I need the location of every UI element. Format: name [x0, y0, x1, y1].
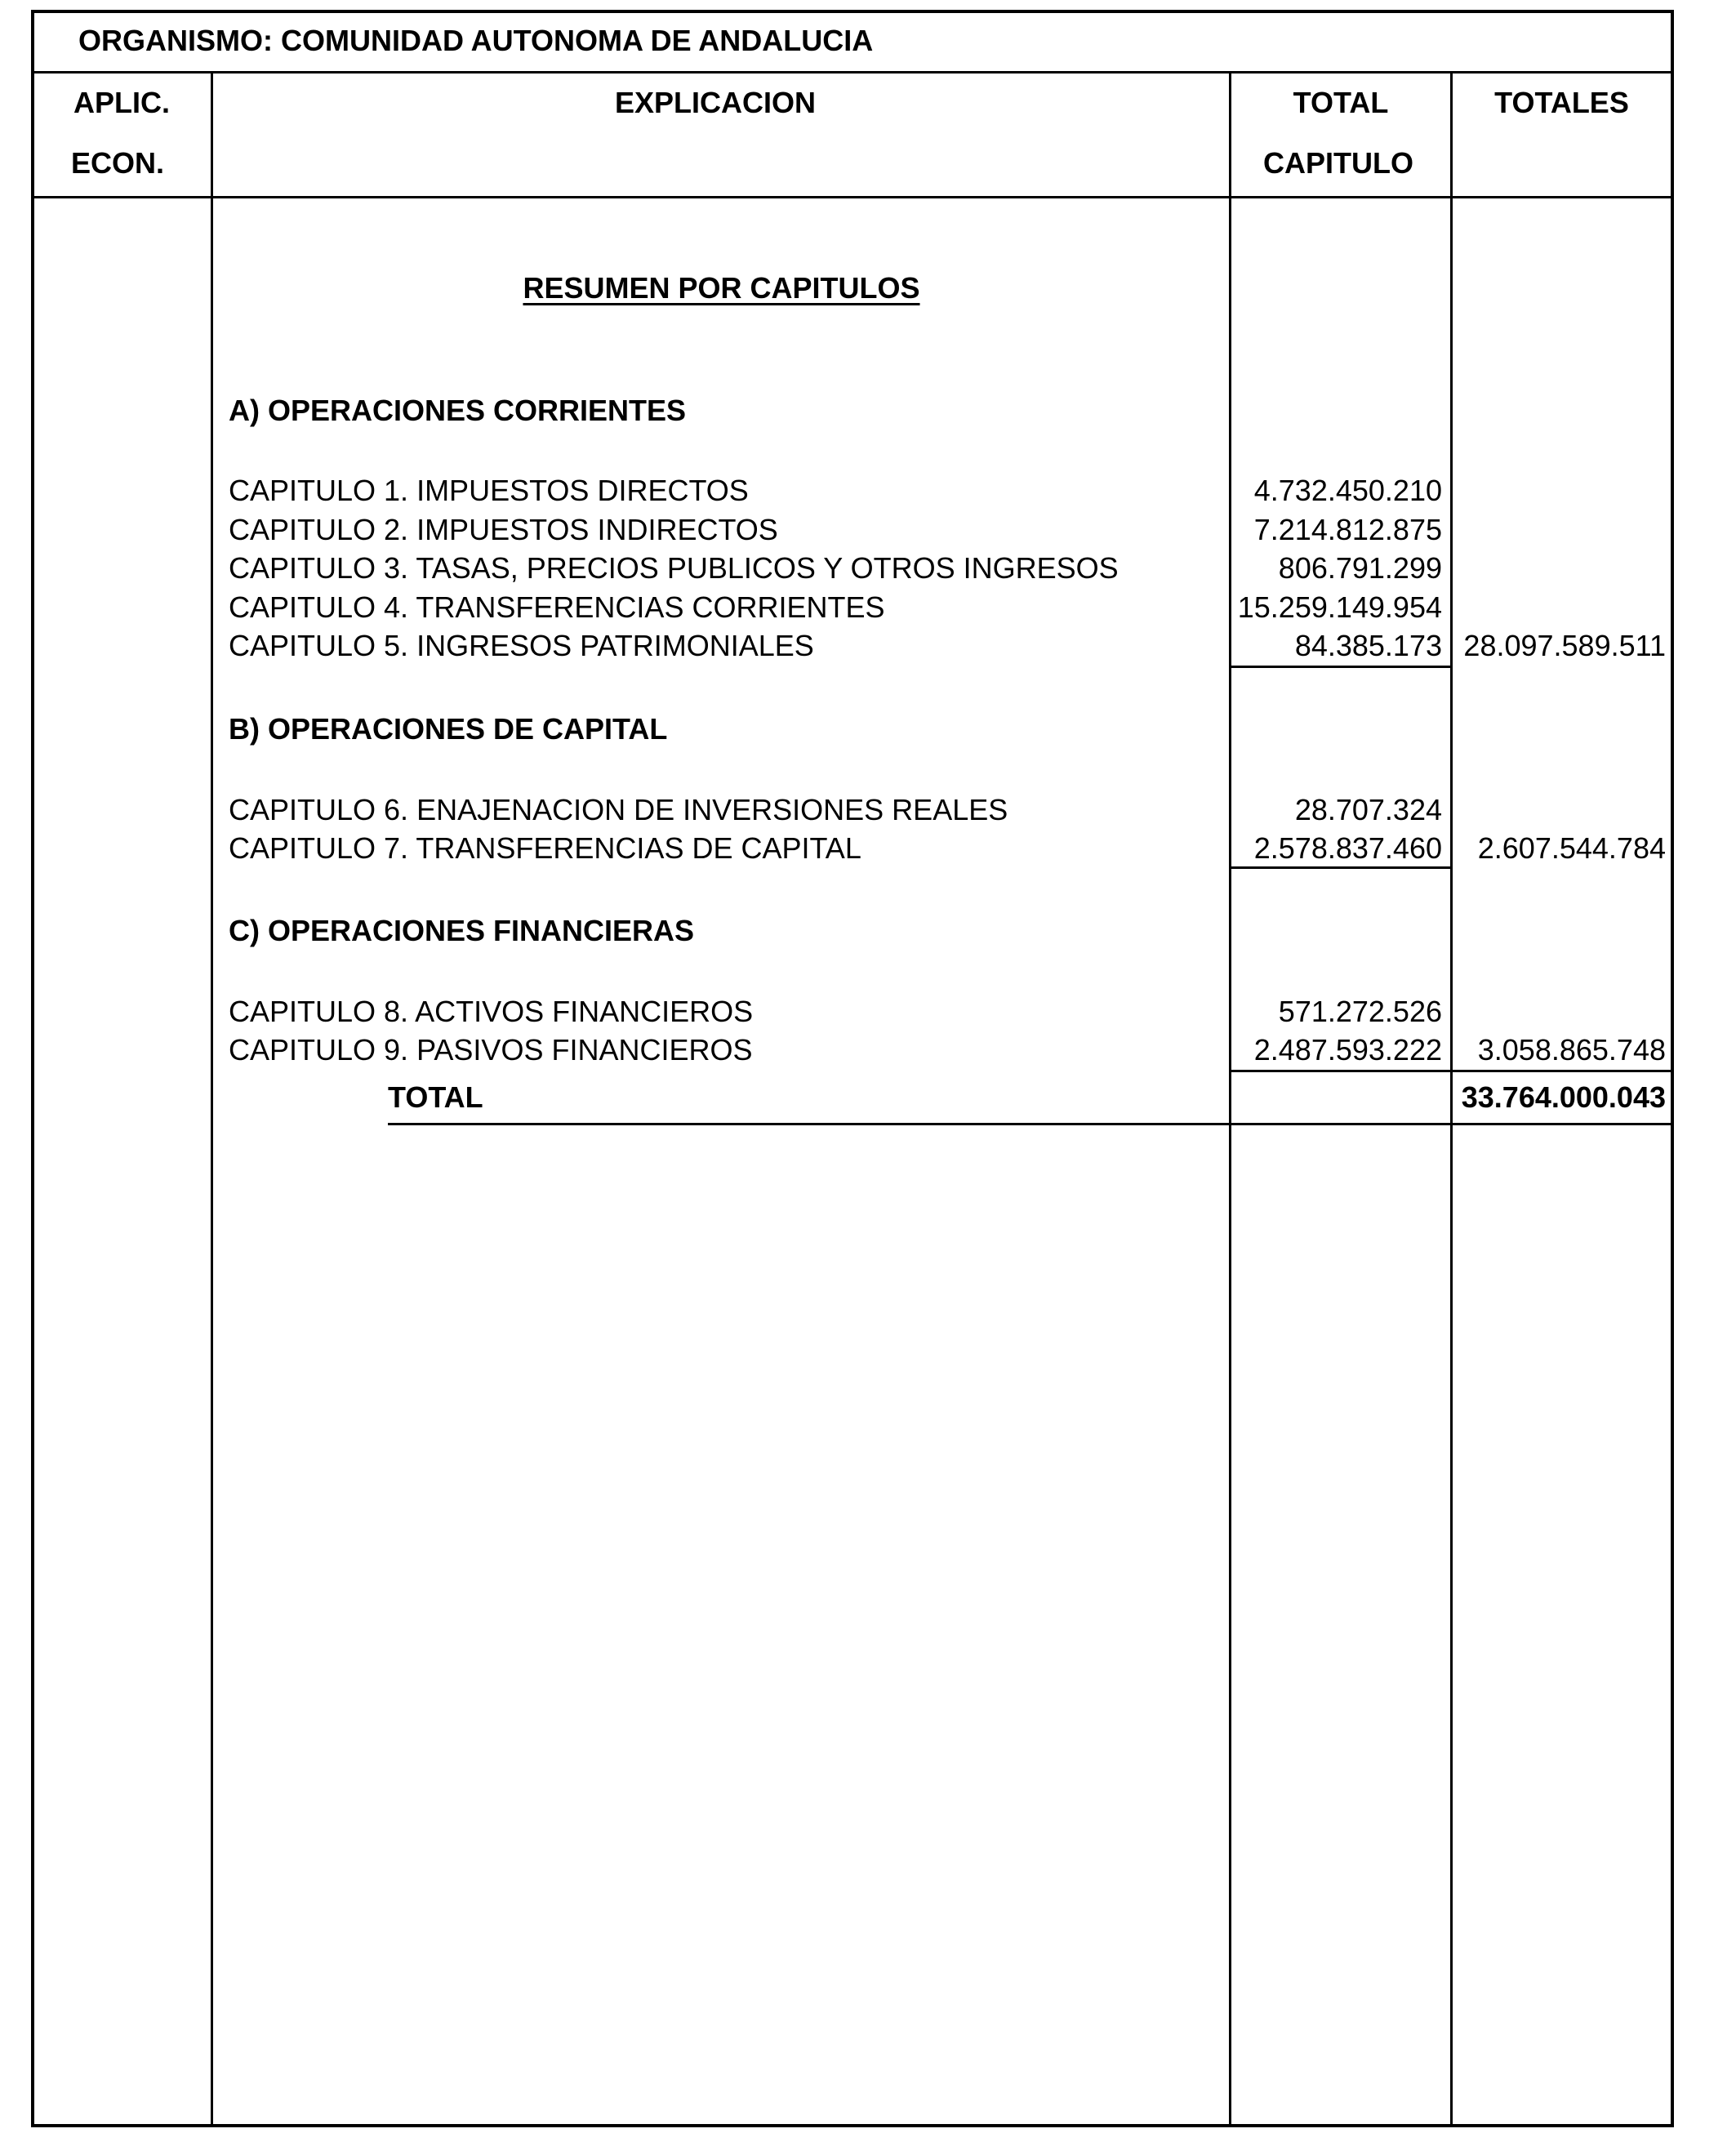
subtotal-rule-a — [1229, 666, 1452, 668]
total-rule-top — [1229, 1070, 1674, 1072]
frame-left — [31, 10, 34, 2127]
row-label: CAPITULO 2. IMPUESTOS INDIRECTOS — [229, 513, 778, 546]
col-divider-1 — [211, 71, 213, 2127]
section-title-c: C) OPERACIONES FINANCIERAS — [229, 914, 695, 947]
row-label: CAPITULO 7. TRANSFERENCIAS DE CAPITAL — [229, 831, 861, 865]
row-label: CAPITULO 4. TRANSFERENCIAS CORRIENTES — [229, 590, 885, 624]
row-label: CAPITULO 9. PASIVOS FINANCIEROS — [229, 1033, 753, 1067]
section-title-a: A) OPERACIONES CORRIENTES — [229, 394, 687, 427]
row-label: CAPITULO 3. TASAS, PRECIOS PUBLICOS Y OTROS INGRESOS — [229, 551, 1119, 585]
header-aplic: APLIC. — [73, 86, 170, 119]
grand-total-label: TOTAL — [388, 1080, 483, 1114]
row-label: CAPITULO 8. ACTIVOS FINANCIEROS — [229, 995, 754, 1028]
row-totales: 2.607.544.784 — [1477, 831, 1666, 865]
frame-top — [31, 10, 1674, 13]
grand-total-value: 33.764.000.043 — [1461, 1080, 1666, 1114]
row-total-capitulo: 4.732.450.210 — [1253, 474, 1442, 507]
total-rule-bottom — [388, 1123, 1674, 1125]
row-label: CAPITULO 5. INGRESOS PATRIMONIALES — [229, 629, 814, 662]
header-econ: ECON. — [70, 146, 164, 180]
frame-bottom — [31, 2124, 1674, 2127]
row-total-capitulo: 7.214.812.875 — [1253, 513, 1442, 546]
row-totales: 3.058.865.748 — [1477, 1033, 1666, 1067]
row-total-capitulo: 571.272.526 — [1278, 995, 1442, 1028]
row-label: CAPITULO 6. ENAJENACION DE INVERSIONES REALES — [229, 793, 1008, 826]
resumen-title: RESUMEN POR CAPITULOS — [523, 271, 920, 305]
frame-right — [1671, 10, 1674, 2127]
row-total-capitulo: 84.385.173 — [1294, 629, 1442, 662]
row-totales: 28.097.589.511 — [1463, 629, 1666, 662]
header-explicacion: EXPLICACION — [614, 86, 817, 119]
row-total-capitulo: 2.487.593.222 — [1253, 1033, 1442, 1067]
row-total-capitulo: 28.707.324 — [1294, 793, 1442, 826]
header-total: TOTAL — [1293, 86, 1389, 119]
subtotal-rule-b — [1229, 866, 1452, 869]
header-divider — [31, 71, 1674, 73]
header-capitulo: CAPITULO — [1263, 146, 1413, 180]
row-total-capitulo: 2.578.837.460 — [1253, 831, 1442, 865]
header-bottom — [31, 196, 1674, 198]
organismo-title: ORGANISMO: COMUNIDAD AUTONOMA DE ANDALUCIA — [78, 24, 874, 57]
row-total-capitulo: 15.259.149.954 — [1237, 590, 1442, 624]
row-label: CAPITULO 1. IMPUESTOS DIRECTOS — [229, 474, 749, 507]
col-divider-2 — [1229, 71, 1231, 2127]
section-title-b: B) OPERACIONES DE CAPITAL — [229, 712, 668, 746]
header-totales: TOTALES — [1494, 86, 1629, 119]
row-total-capitulo: 806.791.299 — [1278, 551, 1442, 585]
col-divider-3 — [1450, 71, 1453, 2127]
